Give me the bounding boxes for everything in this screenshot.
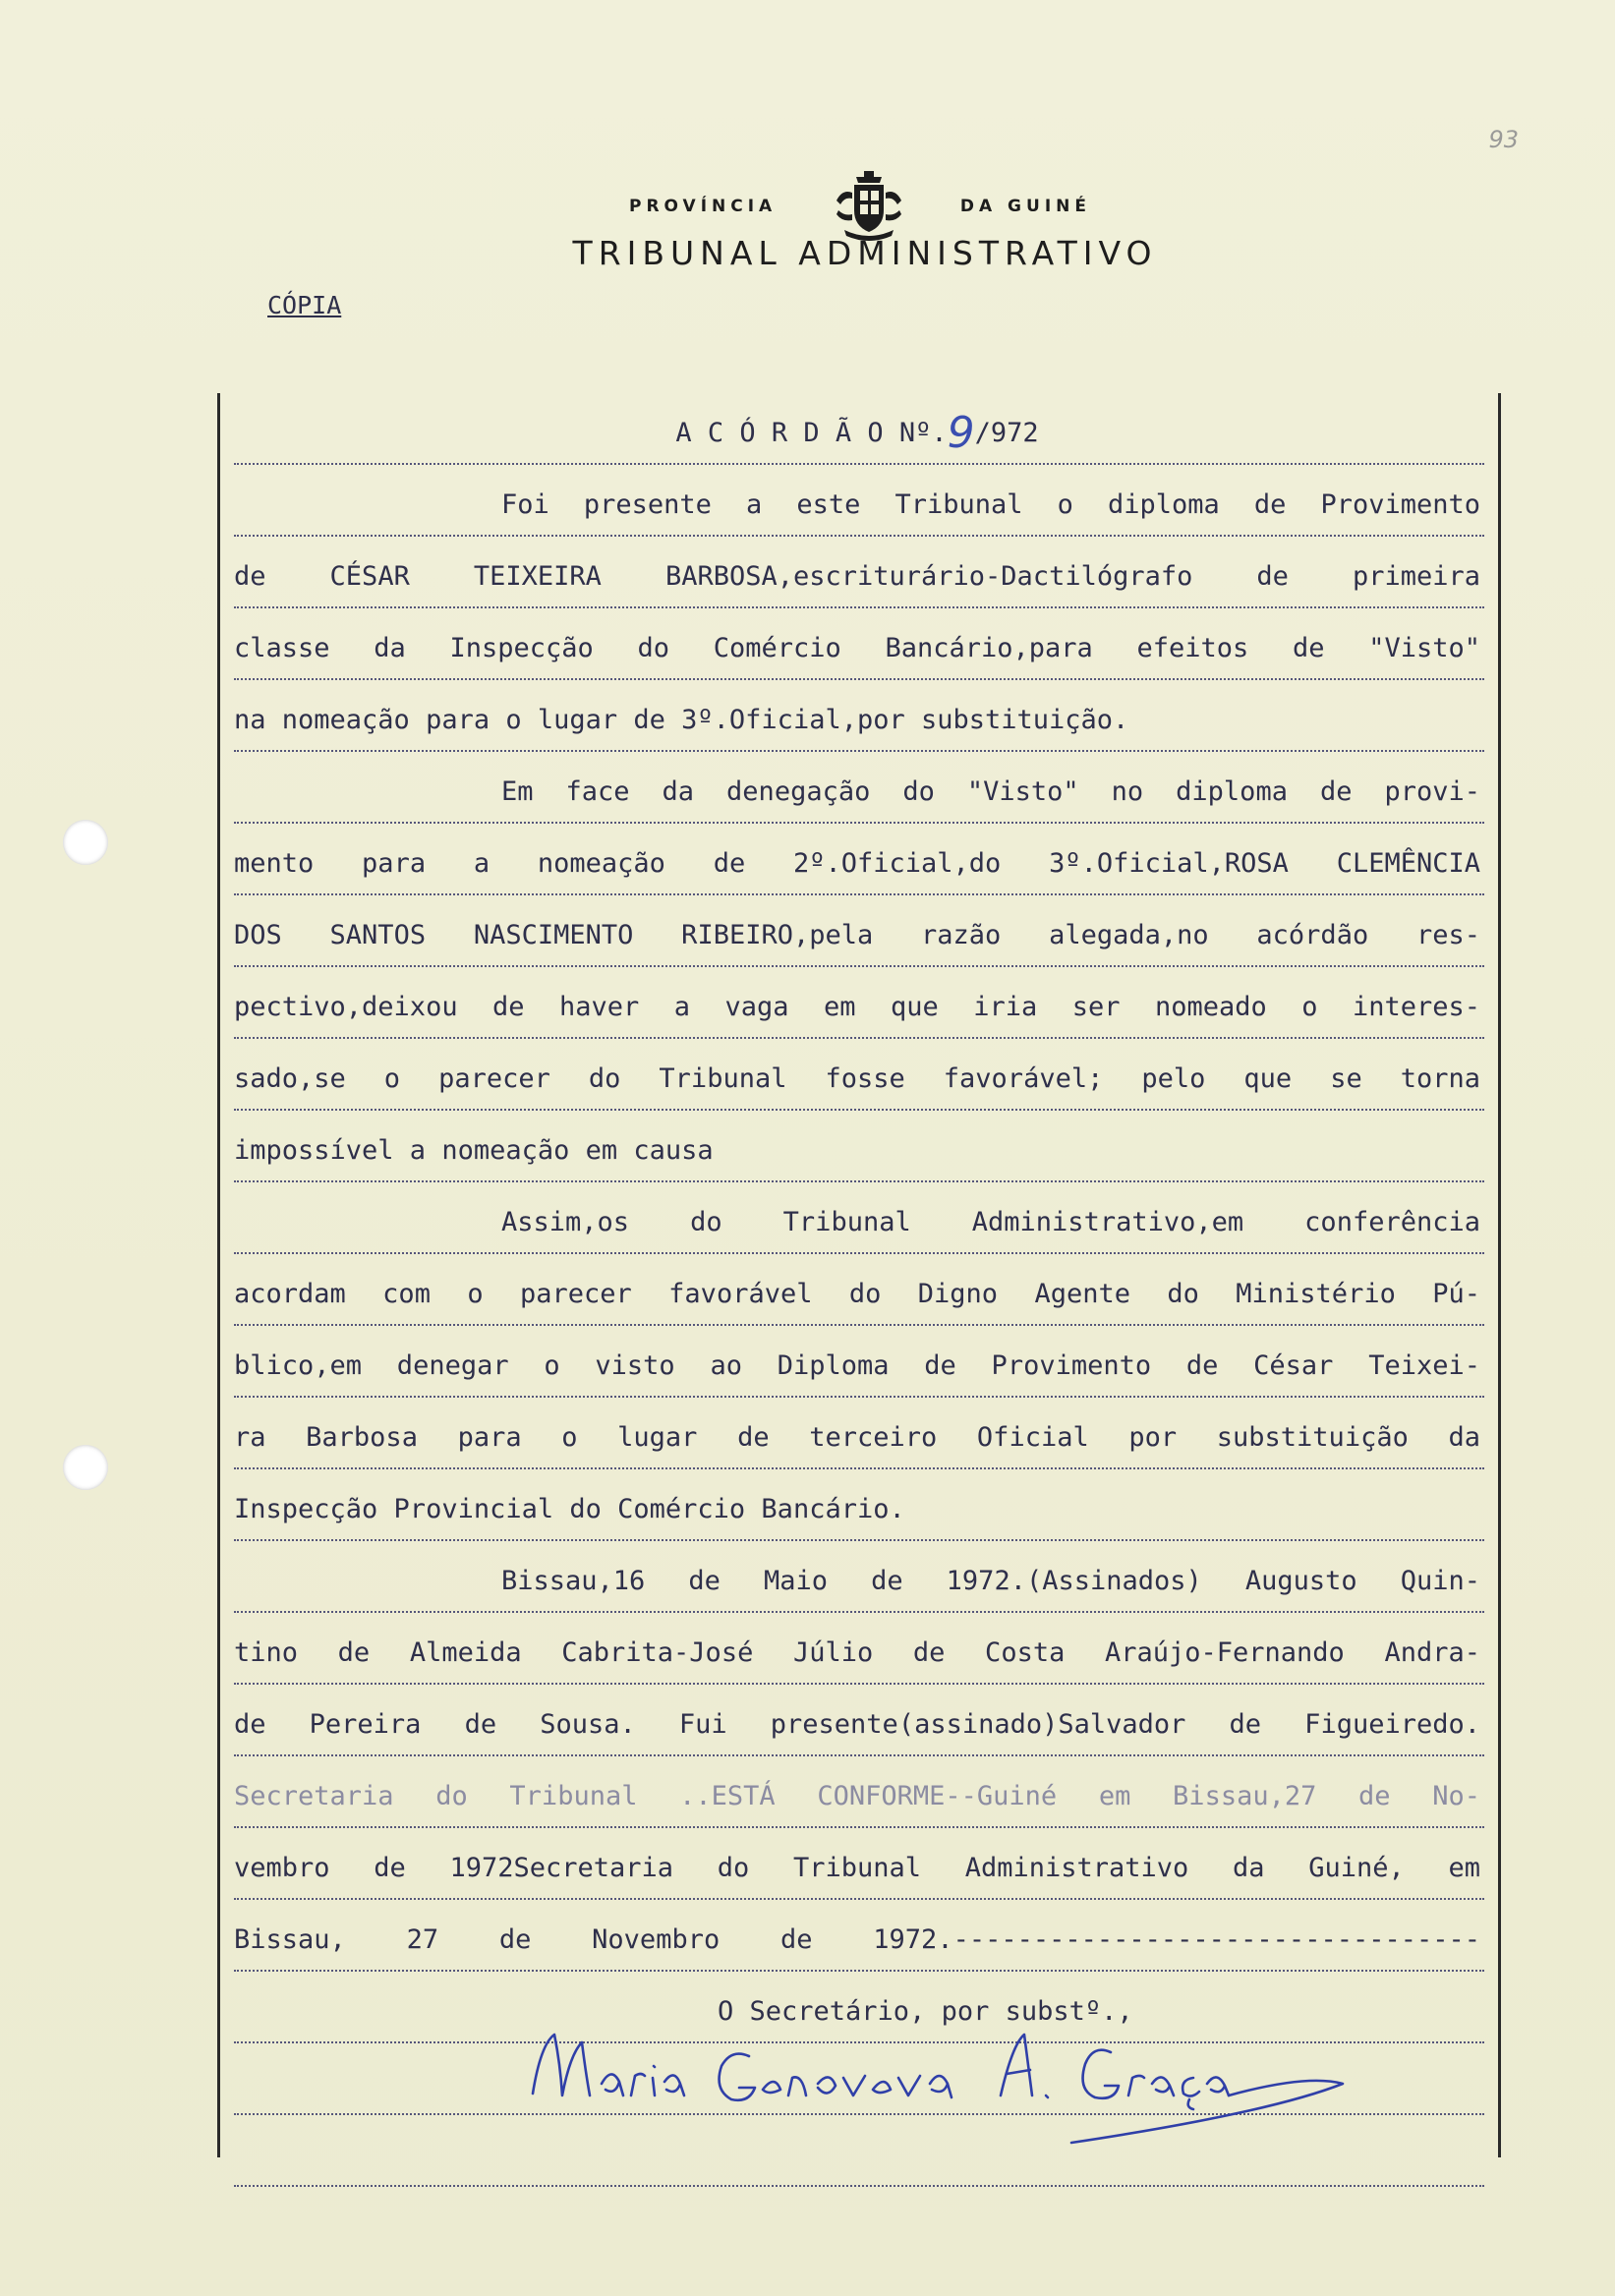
text-line: ra Barbosa para o lugar de terceiro Oficial por substituição da [234,1417,1484,1489]
coat-of-arms-icon [835,171,903,242]
copy-stamp: CÓPIA [267,291,342,319]
page-title: TRIBUNAL ADMINISTRATIVO [572,234,1158,272]
text-line: impossível a nomeação em causa [234,1130,1484,1202]
acordao-title-line [234,413,1484,485]
right-border-line [1498,393,1501,2157]
acordao-title [234,413,1484,469]
text-line: Bissau,16 de Maio de 1972.(Assinados) Augusto Quin- [234,1561,1484,1633]
text-line: sado,se o parecer do Tribunal fosse favorável; pelo que se torna [234,1059,1484,1130]
text-line: mento para a nomeação de 2º.Oficial,do 3º.Oficial,ROSA CLEMÊNCIA [234,843,1484,915]
secretary-label: O Secretário, por substº., [718,1996,1133,2027]
text-line: acordam com o parecer favorável do Digno Agente do Ministério Pú- [234,1274,1484,1346]
text-line: de CÉSAR TEIXEIRA BARBOSA,escriturário-Dactilógrafo de primeira [234,556,1484,628]
text-line: Assim,os do Tribunal Administrativo,em conferência [234,1202,1484,1274]
left-border-line [217,393,220,2157]
text-line: de Pereira de Sousa. Fui presente(assinado)Salvador de Figueiredo. [234,1704,1484,1776]
text-line: na nomeação para o lugar de 3º.Oficial,por substituição. [234,700,1484,772]
text-line: pectivo,deixou de haver a vaga em que iria ser nomeado o interes- [234,987,1484,1059]
acordao-number: 9 [947,413,975,458]
punch-hole-top [63,820,108,865]
signature [521,2005,1366,2152]
text-line: Bissau, 27 de Novembro de 1972.--------------------------------- [234,1920,1484,1991]
text-line: vembro de 1972Secretaria do Tribunal Administrativo da Guiné, em [234,1848,1484,1920]
da-guine-label: DA GUINÉ [959,197,1091,216]
punch-hole-bottom [63,1445,108,1490]
acordao-year: /972 [974,418,1039,448]
text-line: Inspecção Provincial do Comércio Bancário. [234,1489,1484,1561]
text-line: DOS SANTOS NASCIMENTO RIBEIRO,pela razão alegada,no acórdão res- [234,915,1484,987]
text-line: tino de Almeida Cabrita-José Júlio de Costa Araújo-Fernando Andra- [234,1633,1484,1704]
text-line: Em face da denegação do "Visto" no diploma de provi- [234,772,1484,843]
page-number: 93 [1488,126,1519,153]
text-line: classe da Inspecção do Comércio Bancário,para efeitos de "Visto" [234,628,1484,700]
document-body [234,413,1484,2207]
text-line: Secretaria do Tribunal ..ESTÁ CONFORME--Guiné em Bissau,27 de No- [234,1776,1484,1848]
provincia-label: PROVÍNCIA [629,197,778,216]
acordao-title-prefix: A C Ó R D Ã O Nº. [675,418,948,448]
text-line: blico,em denegar o visto ao Diploma de Provimento de César Teixei- [234,1346,1484,1417]
text-line: Foi presente a este Tribunal o diploma de Provimento [234,485,1484,556]
